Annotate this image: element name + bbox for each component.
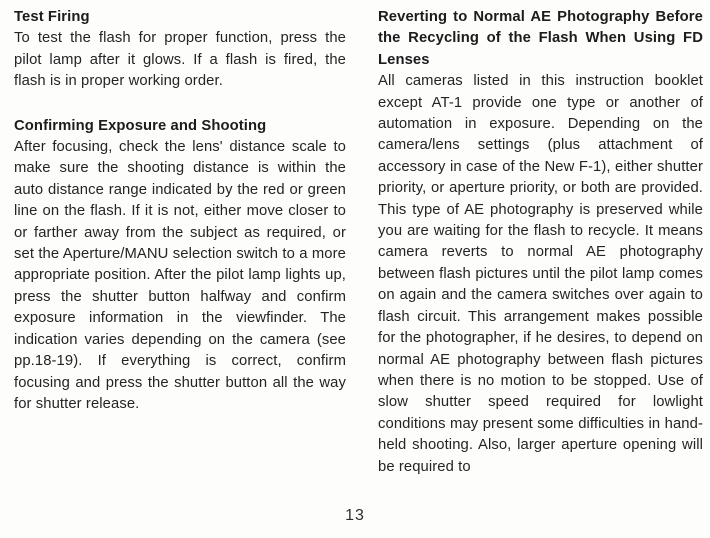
page-number: 13 [345, 507, 365, 524]
section-reverting-ae [378, 7, 703, 478]
section-body-test-firing: To test the flash for proper function, press the pilot lamp after it glows. If a flash is fired, the flash is in proper working order. [14, 30, 346, 90]
section-heading-test-firing: Test Firing [14, 9, 90, 25]
left-column [14, 7, 346, 415]
section-body-confirming-exposure: After focusing, check the lens' distance scale to make sure the shooting distance is within the auto distance range indicated by the red or green line on the flash. If it is not, either move closer to or farther away from the subject as required, or set the Aperture/MANU selection switch to a more appropriate position. After the pilot lamp lights up, press the shutter button halfway and confirm exposure information in the viewfinder. The indication varies depending on the camera (see pp.18-19). If everything is correct, confirm focusing and press the shutter button all the way for shutter release. [14, 139, 346, 412]
section-body-reverting-ae: All cameras listed in this instruction booklet except AT-1 provide one type or another of automation in exposure. Depending on the camera/lens settings (plus attachment of accessory in case of the New F-1), either shutter priority, or aperture priority, or both are provided. This type of AE photography is preserved while you are waiting for the flash to recycle. It means camera reverts to normal AE photography between flash pictures until the pilot lamp comes on again and the camera switches over again to flash circuit. This arrangement makes possible for the photographer, if he desires, to depend on normal AE photography between flash pictures when there is no motion to be stopped. Use of slow shutter speed required for lowlight conditions may present some difficulties in hand-held shooting. Also, larger aperture opening will be required to [378, 73, 703, 475]
section-heading-reverting-ae: Reverting to Normal AE Photography Before the Recycling of the Flash When Using FD Lenses [378, 9, 703, 68]
section-heading-confirming-exposure: Confirming Exposure and Shooting [14, 117, 267, 134]
section-confirming-exposure [14, 116, 346, 416]
right-column [378, 7, 703, 478]
section-test-firing [14, 7, 346, 93]
